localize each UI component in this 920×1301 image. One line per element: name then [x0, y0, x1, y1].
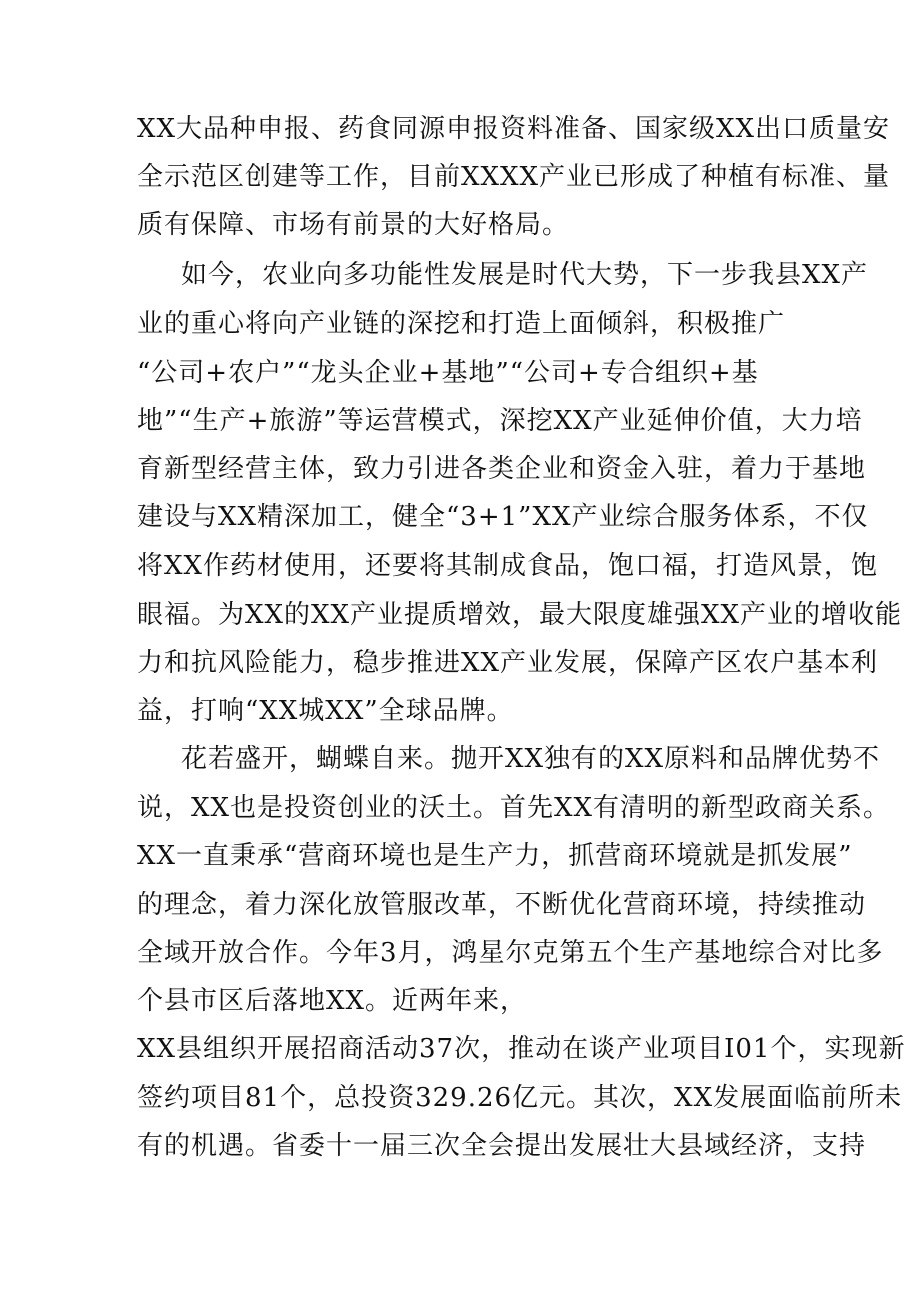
- text-line: 有的机遇。省委十一届三次全会提出发展壮大县域经济，支持: [137, 1131, 867, 1161]
- text-line: XX大品种申报、药食同源申报资料准备、国家级XX出口质量安: [137, 114, 891, 144]
- text-line: 说，XX也是投资创业的沃土。首先XX有清明的新型政商关系。: [137, 793, 891, 823]
- text-line: XX县组织开展招商活动37次，推动在谈产业项目I01个，实现新: [137, 1034, 906, 1064]
- text-line: 业的重心将向产业链的深挖和打造上面倾斜，积极推广: [137, 309, 786, 339]
- text-line: 力和抗风险能力，稳步推进XX产业发展，保障产区农户基本利: [137, 648, 879, 678]
- text-line: 眼福。为XX的XX产业提质增效，最大限度雄强XX产业的增收能: [137, 600, 903, 630]
- text-line: 育新型经营主体，致力引进各类企业和资金入驻，着力于基地: [137, 454, 867, 484]
- text-line: “公司+农户”“龙头企业+基地”“公司+专合组织+基: [137, 358, 759, 388]
- text-line: 地”“生产+旅游”等运营模式，深挖XX产业延伸价值，大力培: [137, 406, 863, 436]
- text-line: 花若盛开，蝴蝶自来。抛开XX独有的XX原料和品牌优势不: [181, 744, 881, 774]
- text-line: 的理念，着力深化放管服改革，不断优化营商环境，持续推动: [137, 890, 867, 920]
- text-line: XX一直秉承“营商环境也是生产力，抓营商环境就是抓发展”: [137, 841, 853, 871]
- text-line: 全示范区创建等工作，目前XXXX产业已形成了种植有标准、量: [137, 162, 891, 192]
- text-line: 个县市区后落地XX。近两年来，: [137, 986, 528, 1016]
- text-line: 全域开放合作。今年3月，鸿星尔克第五个生产基地综合对比多: [137, 938, 884, 968]
- text-line: 建设与XX精深加工，健全“3+1”XX产业综合服务体系，不仅: [137, 502, 869, 532]
- text-line: 益，打响“XX城XX”全球品牌。: [137, 696, 514, 726]
- text-line: 如今，农业向多功能性发展是时代大势，下一步我县XX产: [181, 260, 869, 290]
- text-line: 将XX作药材使用，还要将其制成食品，饱口福，打造风景，饱: [137, 551, 879, 581]
- text-line: 签约项目81个，总投资329.26亿元。其次，XX发展面临前所未: [137, 1083, 903, 1113]
- text-line: 质有保障、市场有前景的大好格局。: [137, 210, 570, 240]
